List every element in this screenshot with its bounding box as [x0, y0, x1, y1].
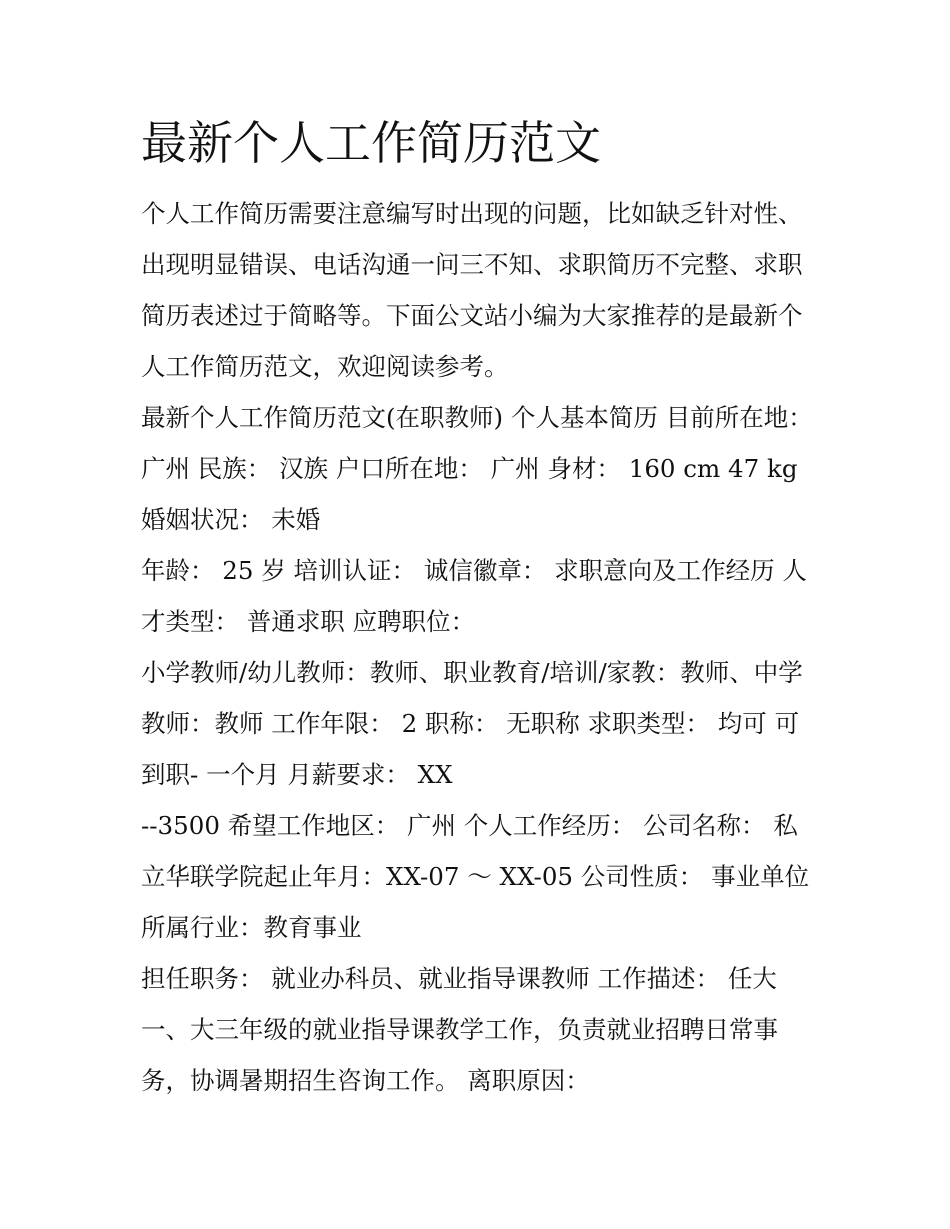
paragraph-intro: 个人工作简历需要注意编写时出现的问题，比如缺乏针对性、出现明显错误、电话沟通一问三不知、求职简历不完整、求职简历表述过于简略等。下面公文站小编为大家推荐的是最新个人工作简历范文，欢迎阅读参考。: [141, 199, 803, 381]
paragraph-age-intent: 年龄： 25 岁 培训认证： 诚信徽章： 求职意向及工作经历 人才类型： 普通求职 应聘职位：: [141, 556, 807, 636]
paragraph-job-duties: 担任职务： 就业办科员、就业指导课教师 工作描述： 任大一、大三年级的就业指导课教学工作，负责就业招聘日常事务，协调暑期招生咨询工作。 离职原因：: [141, 964, 778, 1095]
document-body: [141, 108, 813, 1106]
paragraph-positions: 小学教师/幼儿教师：教师、职业教育/培训/家教：教师、中学教师：教师 工作年限： 2 职称： 无职称 求职类型： 均可 可到职- 一个月 月薪要求： XX: [141, 658, 803, 789]
page-title: 最新个人工作简历范文: [141, 116, 601, 170]
paragraph-basic-info: 最新个人工作简历范文(在职教师) 个人基本简历 目前所在地： 广州 民族： 汉族 户口所在地： 广州 身材： 160 cm 47 kg 婚姻状况： 未婚: [141, 403, 813, 534]
paragraph-work-history: --3500 希望工作地区： 广州 个人工作经历： 公司名称： 私立华联学院起止年月：XX-07 ～ XX-05 公司性质： 事业单位所属行业：教育事业: [141, 811, 810, 942]
